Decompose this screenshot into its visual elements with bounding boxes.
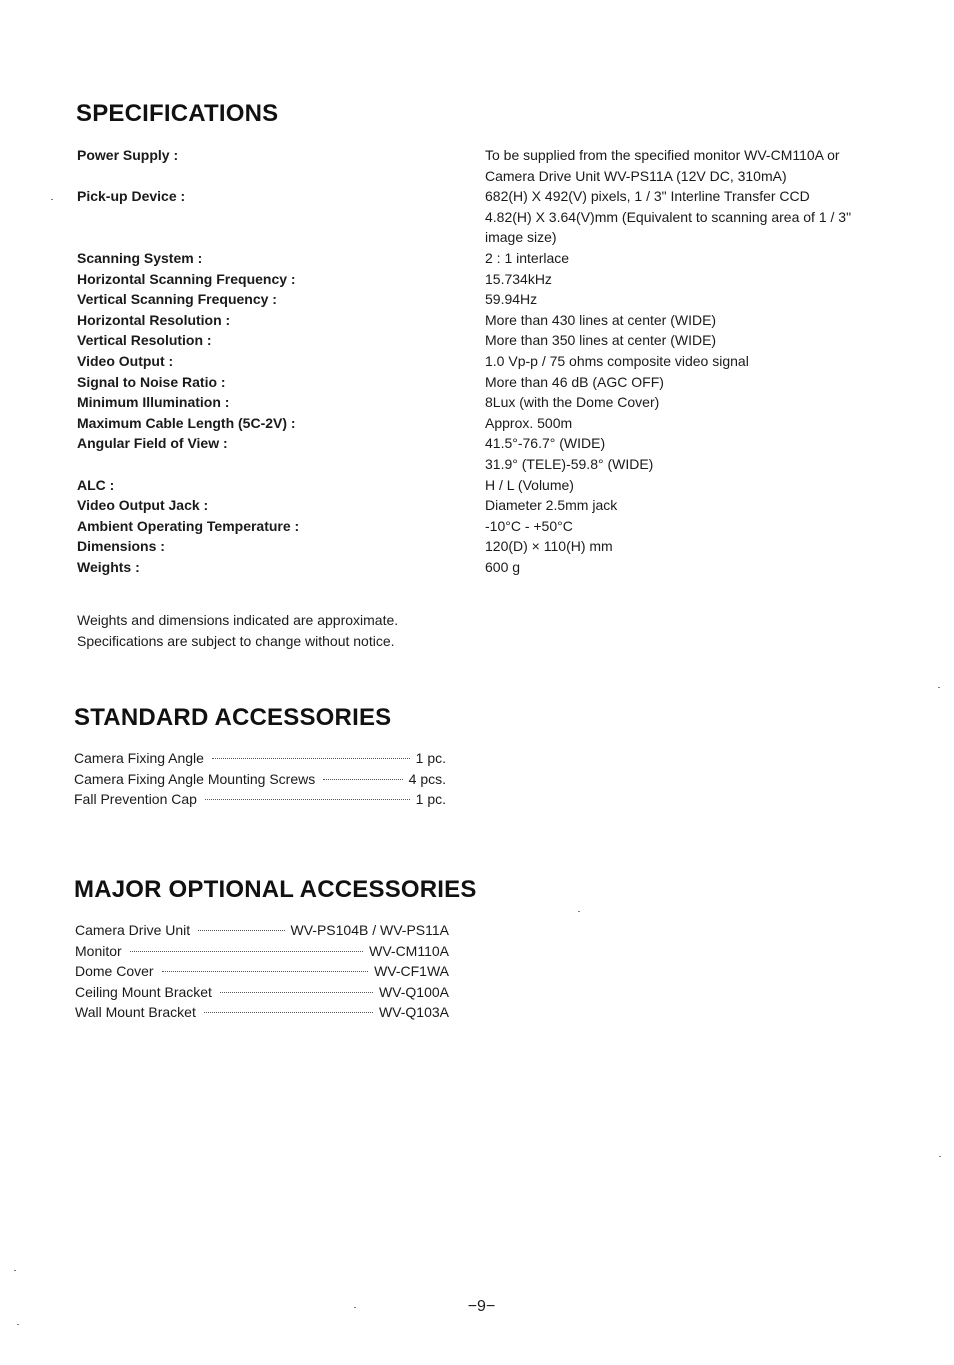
spec-value: More than 46 dB (AGC OFF) [485, 373, 664, 390]
spec-value: More than 430 lines at center (WIDE) [485, 311, 717, 328]
accessory-name: Monitor [75, 942, 122, 959]
list-item [74, 769, 446, 790]
spec-label: Horizontal Resolution : [77, 311, 231, 328]
spec-label: Vertical Scanning Frequency : [77, 291, 277, 308]
spec-label: Video Output Jack : [77, 497, 209, 514]
dot-leader [198, 930, 284, 931]
spec-value: Diameter 2.5mm jack [485, 497, 618, 514]
spec-row [0, 207, 954, 228]
spec-label: Horizontal Scanning Frequency : [77, 270, 296, 287]
spec-value: 15.734kHz [485, 270, 552, 287]
spec-label: Power Supply : [77, 147, 179, 163]
specifications-heading: SPECIFICATIONS [76, 100, 279, 127]
spec-row [0, 269, 954, 290]
spec-row [0, 495, 954, 516]
spec-label: Minimum Illumination : [77, 394, 230, 411]
spec-label: Signal to Noise Ratio : [77, 373, 226, 390]
dot-leader [130, 951, 363, 952]
dot-leader [220, 992, 373, 993]
spec-label: Maximum Cable Length (5C-2V) : [77, 414, 296, 431]
spec-row [0, 186, 954, 207]
standard-accessories-heading: STANDARD ACCESSORIES [74, 704, 392, 731]
optional-accessories-list [75, 920, 449, 1023]
accessory-quantity: 1 pc. [415, 791, 446, 808]
accessory-model: WV-CF1WA [374, 963, 449, 980]
accessory-name: Dome Cover [75, 963, 154, 980]
note-line: Specifications are subject to change without notice. [77, 632, 395, 649]
list-item [75, 941, 449, 962]
spec-value: 31.9° (TELE)-59.8° (WIDE) [485, 455, 654, 472]
spec-label: Pick-up Device : [77, 188, 186, 205]
list-item [75, 982, 449, 1003]
dot-leader [323, 779, 402, 780]
spec-value: More than 350 lines at center (WIDE) [485, 332, 717, 349]
list-item [74, 789, 446, 810]
optional-accessories-heading: MAJOR OPTIONAL ACCESSORIES [74, 876, 477, 903]
spec-row [0, 351, 954, 372]
spec-row [0, 557, 954, 578]
spec-value: H / L (Volume) [485, 476, 574, 493]
spec-value: 41.5°-76.7° (WIDE) [485, 435, 606, 452]
spec-value: Approx. 500m [485, 414, 573, 431]
spec-label: Vertical Resolution : [77, 332, 212, 349]
list-item [75, 920, 449, 941]
accessory-model: WV-Q103A [378, 1004, 449, 1021]
spec-label: Ambient Operating Temperature : [77, 517, 300, 534]
spec-value: 600 g [485, 558, 521, 575]
accessory-model: WV-PS104B / WV-PS11A [290, 922, 449, 938]
spec-label: Dimensions : [77, 538, 165, 555]
spec-row [0, 166, 954, 187]
dot-leader [205, 799, 410, 800]
accessory-model: WV-CM110A [369, 942, 449, 959]
spec-row [0, 454, 954, 475]
accessory-model: WV-Q100A [378, 983, 449, 1000]
specifications-notes [77, 610, 398, 651]
spec-value: To be supplied from the specified monitor WV-CM110A or [485, 147, 840, 163]
spec-value: 2 : 1 interlace [485, 249, 570, 266]
spec-row [0, 392, 954, 413]
scan-speck [14, 1270, 16, 1271]
accessory-name: Ceiling Mount Bracket [75, 983, 212, 1000]
spec-row [0, 289, 954, 310]
scan-speck [354, 1307, 356, 1308]
accessory-name: Fall Prevention Cap [74, 791, 197, 808]
spec-row [0, 516, 954, 537]
note-line: Weights and dimensions indicated are approximate. [77, 612, 399, 628]
scan-speck [17, 1324, 19, 1325]
page-number: −9− [467, 1298, 496, 1315]
spec-row [0, 227, 954, 248]
spec-label: Scanning System : [77, 249, 203, 266]
list-item [74, 748, 446, 769]
spec-row [0, 536, 954, 557]
spec-value: 1.0 Vp-p / 75 ohms composite video signal [485, 352, 749, 369]
spec-row [0, 413, 954, 434]
scan-speck [938, 687, 940, 688]
spec-value: 8Lux (with the Dome Cover) [485, 394, 660, 411]
spec-row [0, 248, 954, 269]
spec-value: 4.82(H) X 3.64(V)mm (Equivalent to scanning area of 1 / 3" [485, 208, 852, 225]
spec-row [0, 145, 954, 166]
dot-leader [162, 971, 368, 972]
spec-label: Weights : [77, 558, 140, 575]
accessory-name: Wall Mount Bracket [75, 1004, 196, 1021]
specifications-table [0, 145, 954, 577]
accessory-name: Camera Drive Unit [75, 922, 191, 938]
spec-row [0, 372, 954, 393]
spec-label: Angular Field of View : [77, 435, 228, 452]
spec-row [0, 330, 954, 351]
accessory-quantity: 4 pcs. [408, 770, 446, 787]
spec-row [0, 310, 954, 331]
accessory-name: Camera Fixing Angle [74, 750, 204, 766]
spec-value: image size) [485, 229, 557, 246]
spec-value: 682(H) X 492(V) pixels, 1 / 3" Interline Transfer CCD [485, 188, 810, 205]
accessory-name: Camera Fixing Angle Mounting Screws [74, 770, 316, 787]
spec-value: -10°C - +50°C [485, 517, 573, 534]
spec-value: 120(D) × 110(H) mm [485, 538, 613, 555]
standard-accessories-list [74, 748, 446, 810]
spec-value: Camera Drive Unit WV-PS11A (12V DC, 310mA) [485, 167, 787, 184]
spec-row [0, 433, 954, 454]
list-item [75, 961, 449, 982]
spec-value: 59.94Hz [485, 291, 538, 308]
spec-label: Video Output : [77, 352, 174, 369]
scan-speck [578, 911, 580, 912]
spec-row [0, 475, 954, 496]
list-item [75, 1002, 449, 1023]
dot-leader [204, 1012, 373, 1013]
dot-leader [212, 758, 410, 759]
spec-label: ALC : [77, 476, 115, 493]
scan-speck [51, 199, 53, 200]
accessory-quantity: 1 pc. [415, 750, 446, 766]
scan-speck [939, 1156, 941, 1157]
